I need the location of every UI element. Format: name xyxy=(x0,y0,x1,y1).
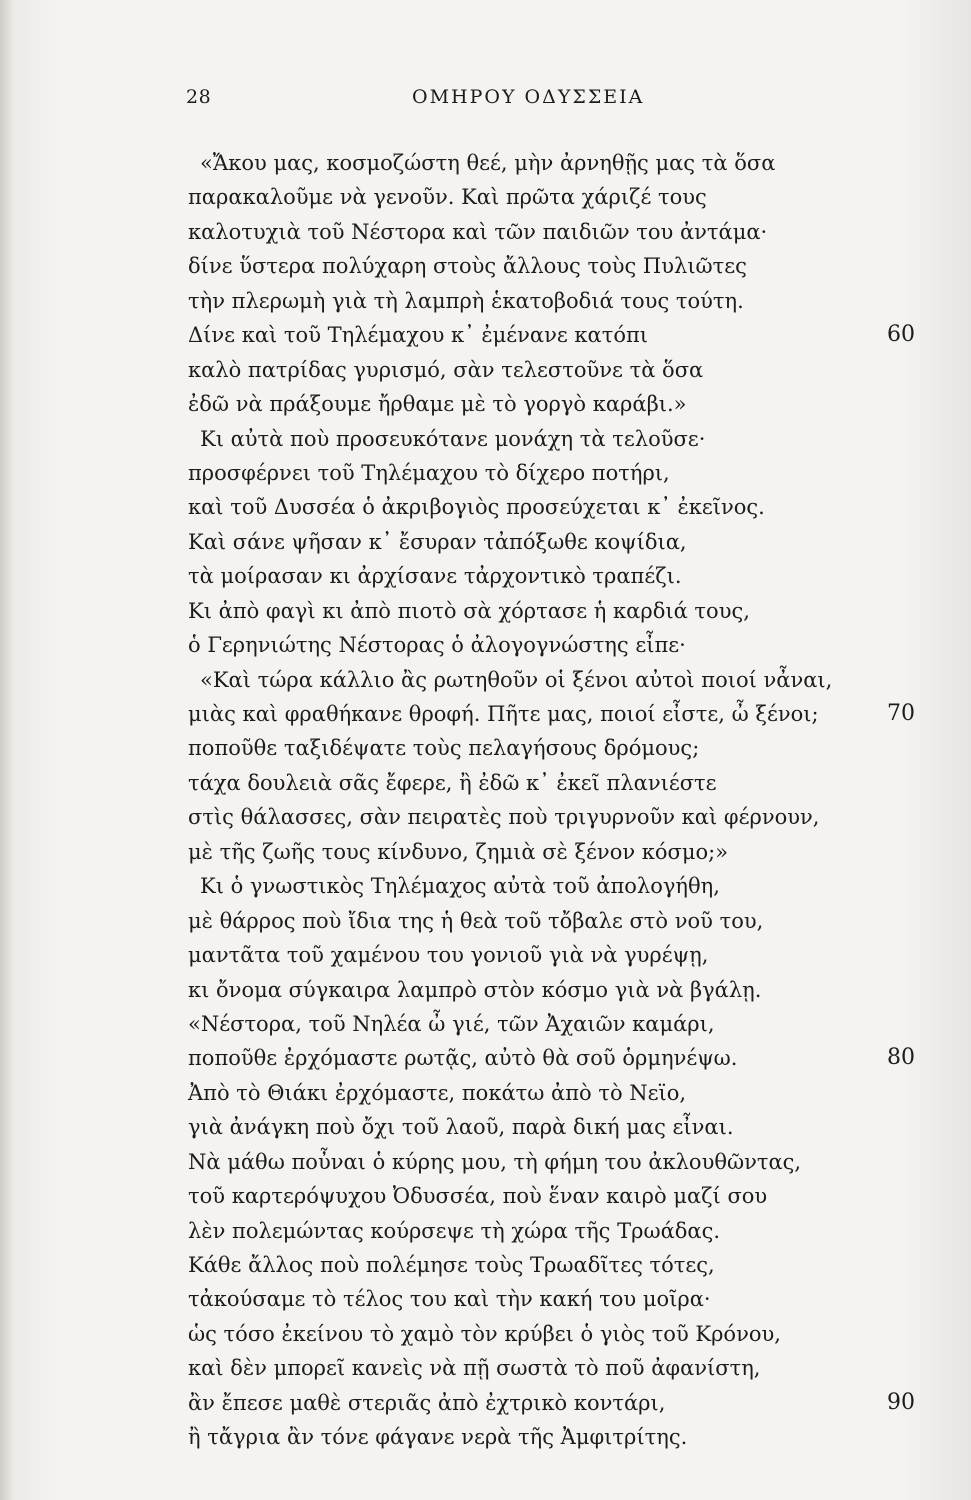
running-title: ΟΜΗΡΟΥ ΟΔΥΣΣΕΙΑ xyxy=(412,86,645,108)
verse-line-text: ἐδῶ νὰ πράξουμε ἤρθαμε μὲ τὸ γοργὸ καράβι.» xyxy=(188,392,687,417)
verse-line xyxy=(0,387,971,421)
verse-line-text: τὴν πλερωμὴ γιὰ τὴ λαμπρὴ ἑκατοβοδιά τους τούτη. xyxy=(188,288,744,313)
verse-line-text: στὶς θάλασσες, σὰν πειρατὲς ποὺ τριγυρνοῦν καὶ φέρνουν, xyxy=(188,805,820,830)
verse-line xyxy=(0,525,971,559)
verse-line-text: Νὰ μάθω ποὖναι ὁ κύρης μου, τὴ φήμη του ἀκλουθῶντας, xyxy=(188,1149,802,1174)
verse-line xyxy=(0,559,971,593)
verse-line-text: Κι αὐτὰ ποὺ προσευκότανε μονάχη τὰ τελοῦσε· xyxy=(200,426,706,451)
line-number: 70 xyxy=(887,701,915,726)
verse-line-text: παρακαλοῦμε νὰ γενοῦν. Καὶ πρῶτα χάριζέ τους xyxy=(188,185,707,210)
verse-line xyxy=(0,973,971,1007)
verse-line-text: Δίνε καὶ τοῦ Τηλέμαχου κ᾽ ἐμένανε κατόπι xyxy=(188,323,649,348)
verse-line xyxy=(0,663,971,697)
verse-line xyxy=(0,835,971,869)
verse-line-text: δίνε ὕστερα πολύχαρη στοὺς ἄλλους τοὺς Πυλιῶτες xyxy=(188,254,747,279)
verse-line-text: Καὶ σάνε ψῆσαν κ᾽ ἔσυραν τἀπόξωθε κοψίδια, xyxy=(188,529,687,554)
verse-line-text: «Νέστορα, τοῦ Νηλέα ὦ γιέ, τῶν Ἀχαιῶν καμάρι, xyxy=(188,1011,715,1036)
verse-line-text: Κι ἀπὸ φαγὶ κι ἀπὸ πιοτὸ σὰ χόρτασε ἡ καρδιά τους, xyxy=(188,598,750,623)
verse-line xyxy=(0,766,971,800)
verse-line xyxy=(0,628,971,662)
page-number: 28 xyxy=(186,86,212,108)
verse-block xyxy=(0,146,971,1455)
verse-line xyxy=(0,180,971,214)
verse-line xyxy=(0,1214,971,1248)
verse-line-text: καλὸ πατρίδας γυρισμό, σὰν τελεστοῦνε τὰ ὅσα xyxy=(188,357,704,382)
verse-line xyxy=(0,1351,971,1385)
verse-line xyxy=(0,490,971,524)
verse-line-text: Κάθε ἄλλος ποὺ πολέμησε τοὺς Τρωαδῖτες τότες, xyxy=(188,1253,715,1277)
verse-line-text: ἢ τἄγρια ἂν τόνε φάγανε νερὰ τῆς Ἀμφιτρίτης. xyxy=(188,1425,688,1450)
verse-line xyxy=(0,1145,971,1179)
line-number: 60 xyxy=(887,322,915,348)
verse-line xyxy=(0,800,971,834)
verse-line-text: μὲ τῆς ζωῆς τους κίνδυνο, ζημιὰ σὲ ξένον κόσμο;» xyxy=(188,839,729,864)
verse-line-text: Ἀπὸ τὸ Θιάκι ἐρχόμαστε, ποκάτω ἀπὸ τὸ Νεϊο, xyxy=(188,1080,687,1105)
verse-line-text: κι ὄνομα σύγκαιρα λαμπρὸ στὸν κόσμο γιὰ νὰ βγάλῃ. xyxy=(188,977,762,1002)
line-number: 80 xyxy=(887,1045,915,1071)
verse-line-text: γιὰ ἀνάγκη ποὺ ὄχι τοῦ λαοῦ, παρὰ δική μας εἶναι. xyxy=(188,1115,734,1140)
verse-line xyxy=(0,731,971,765)
verse-line-text: «Καὶ τώρα κάλλιο ἂς ρωτηθοῦν οἱ ξένοι αὐτοὶ ποιοί νἆναι, xyxy=(200,667,833,692)
verse-line xyxy=(0,215,971,249)
verse-line xyxy=(0,422,971,456)
verse-line-text: ποποῦθε ἐρχόμαστε ρωτᾷς, αὐτὸ θὰ σοῦ ὁρμηνέψω. xyxy=(188,1046,738,1071)
verse-line-text: τἀκούσαμε τὸ τέλος του καὶ τὴν κακή του μοῖρα· xyxy=(188,1287,711,1312)
verse-line xyxy=(0,697,971,731)
verse-line-text: μὲ θάρρος ποὺ ἴδια της ἡ θεὰ τοῦ τὄβαλε στὸ νοῦ του, xyxy=(188,908,764,933)
verse-line-text: προσφέρνει τοῦ Τηλέμαχου τὸ δίχερο ποτήρι, xyxy=(188,460,670,485)
verse-line-text: τὰ μοίρασαν κι ἀρχίσανε τἀρχοντικὸ τραπέζι. xyxy=(188,564,682,589)
verse-line-text: τοῦ καρτερόψυχου Ὀδυσσέα, ποὺ ἕναν καιρὸ μαζί σου xyxy=(188,1184,768,1209)
verse-line-text: καὶ δὲν μπορεῖ κανεὶς νὰ πῇ σωστὰ τὸ ποῦ ἀφανίστη, xyxy=(188,1356,761,1381)
verse-line-text: ὡς τόσο ἐκείνου τὸ χαμὸ τὸν κρύβει ὁ γιὸς τοῦ Κρόνου, xyxy=(188,1321,781,1346)
verse-line xyxy=(0,318,971,352)
line-number: 90 xyxy=(887,1389,915,1415)
verse-line xyxy=(0,1007,971,1041)
verse-line xyxy=(0,146,971,180)
verse-line xyxy=(0,1179,971,1213)
verse-line xyxy=(0,938,971,972)
verse-line xyxy=(0,1282,971,1316)
verse-line xyxy=(0,1076,971,1110)
verse-line xyxy=(0,1110,971,1144)
verse-line-text: τάχα δουλειὰ σᾶς ἔφερε, ἢ ἐδῶ κ᾽ ἐκεῖ πλανιέστε xyxy=(188,770,717,795)
verse-line xyxy=(0,869,971,903)
verse-line-text: Κι ὁ γνωστικὸς Τηλέμαχος αὐτὰ τοῦ ἀπολογήθη, xyxy=(200,874,720,899)
verse-line-text: ὁ Γερηνιώτης Νέστορας ὁ ἀλογογνώστης εἶπε· xyxy=(188,633,686,658)
verse-line xyxy=(0,1317,971,1351)
verse-line xyxy=(0,456,971,490)
verse-line-text: καλοτυχιὰ τοῦ Νέστορα καὶ τῶν παιδιῶν του ἀντάμα· xyxy=(188,219,768,244)
verse-line-text: καὶ τοῦ Δυσσέα ὁ ἀκριβογιὸς προσεύχεται κ᾽ ἐκεῖνος. xyxy=(188,495,765,520)
verse-line xyxy=(0,249,971,283)
verse-line xyxy=(0,1041,971,1075)
verse-line xyxy=(0,284,971,318)
verse-line xyxy=(0,904,971,938)
verse-line xyxy=(0,353,971,387)
verse-line xyxy=(0,1420,971,1454)
verse-line-text: λὲν πολεμώντας κούρσεψε τὴ χώρα τῆς Τρωάδας. xyxy=(188,1218,721,1243)
verse-line-text: ποποῦθε ταξιδέψατε τοὺς πελαγήσους δρόμους; xyxy=(188,736,700,761)
verse-line-text: ἂν ἔπεσε μαθὲ στεριᾶς ἀπὸ ἐχτρικὸ κοντάρι, xyxy=(188,1390,666,1415)
verse-line-text: μαντᾶτα τοῦ χαμένου του γονιοῦ γιὰ νὰ γυρέψῃ, xyxy=(188,943,709,968)
verse-line xyxy=(0,1248,971,1282)
page-header xyxy=(0,86,971,116)
verse-line-text: μιὰς καὶ φραθήκανε θροφή. Πῆτε μας, ποιοί εἶστε, ὦ ξένοι; xyxy=(188,702,819,726)
verse-line xyxy=(0,1386,971,1420)
verse-line-text: «Ἄκου μας, κοσμοζώστη θεέ, μὴν ἀρνηθῇς μας τὰ ὅσα xyxy=(200,151,776,175)
verse-line xyxy=(0,594,971,628)
